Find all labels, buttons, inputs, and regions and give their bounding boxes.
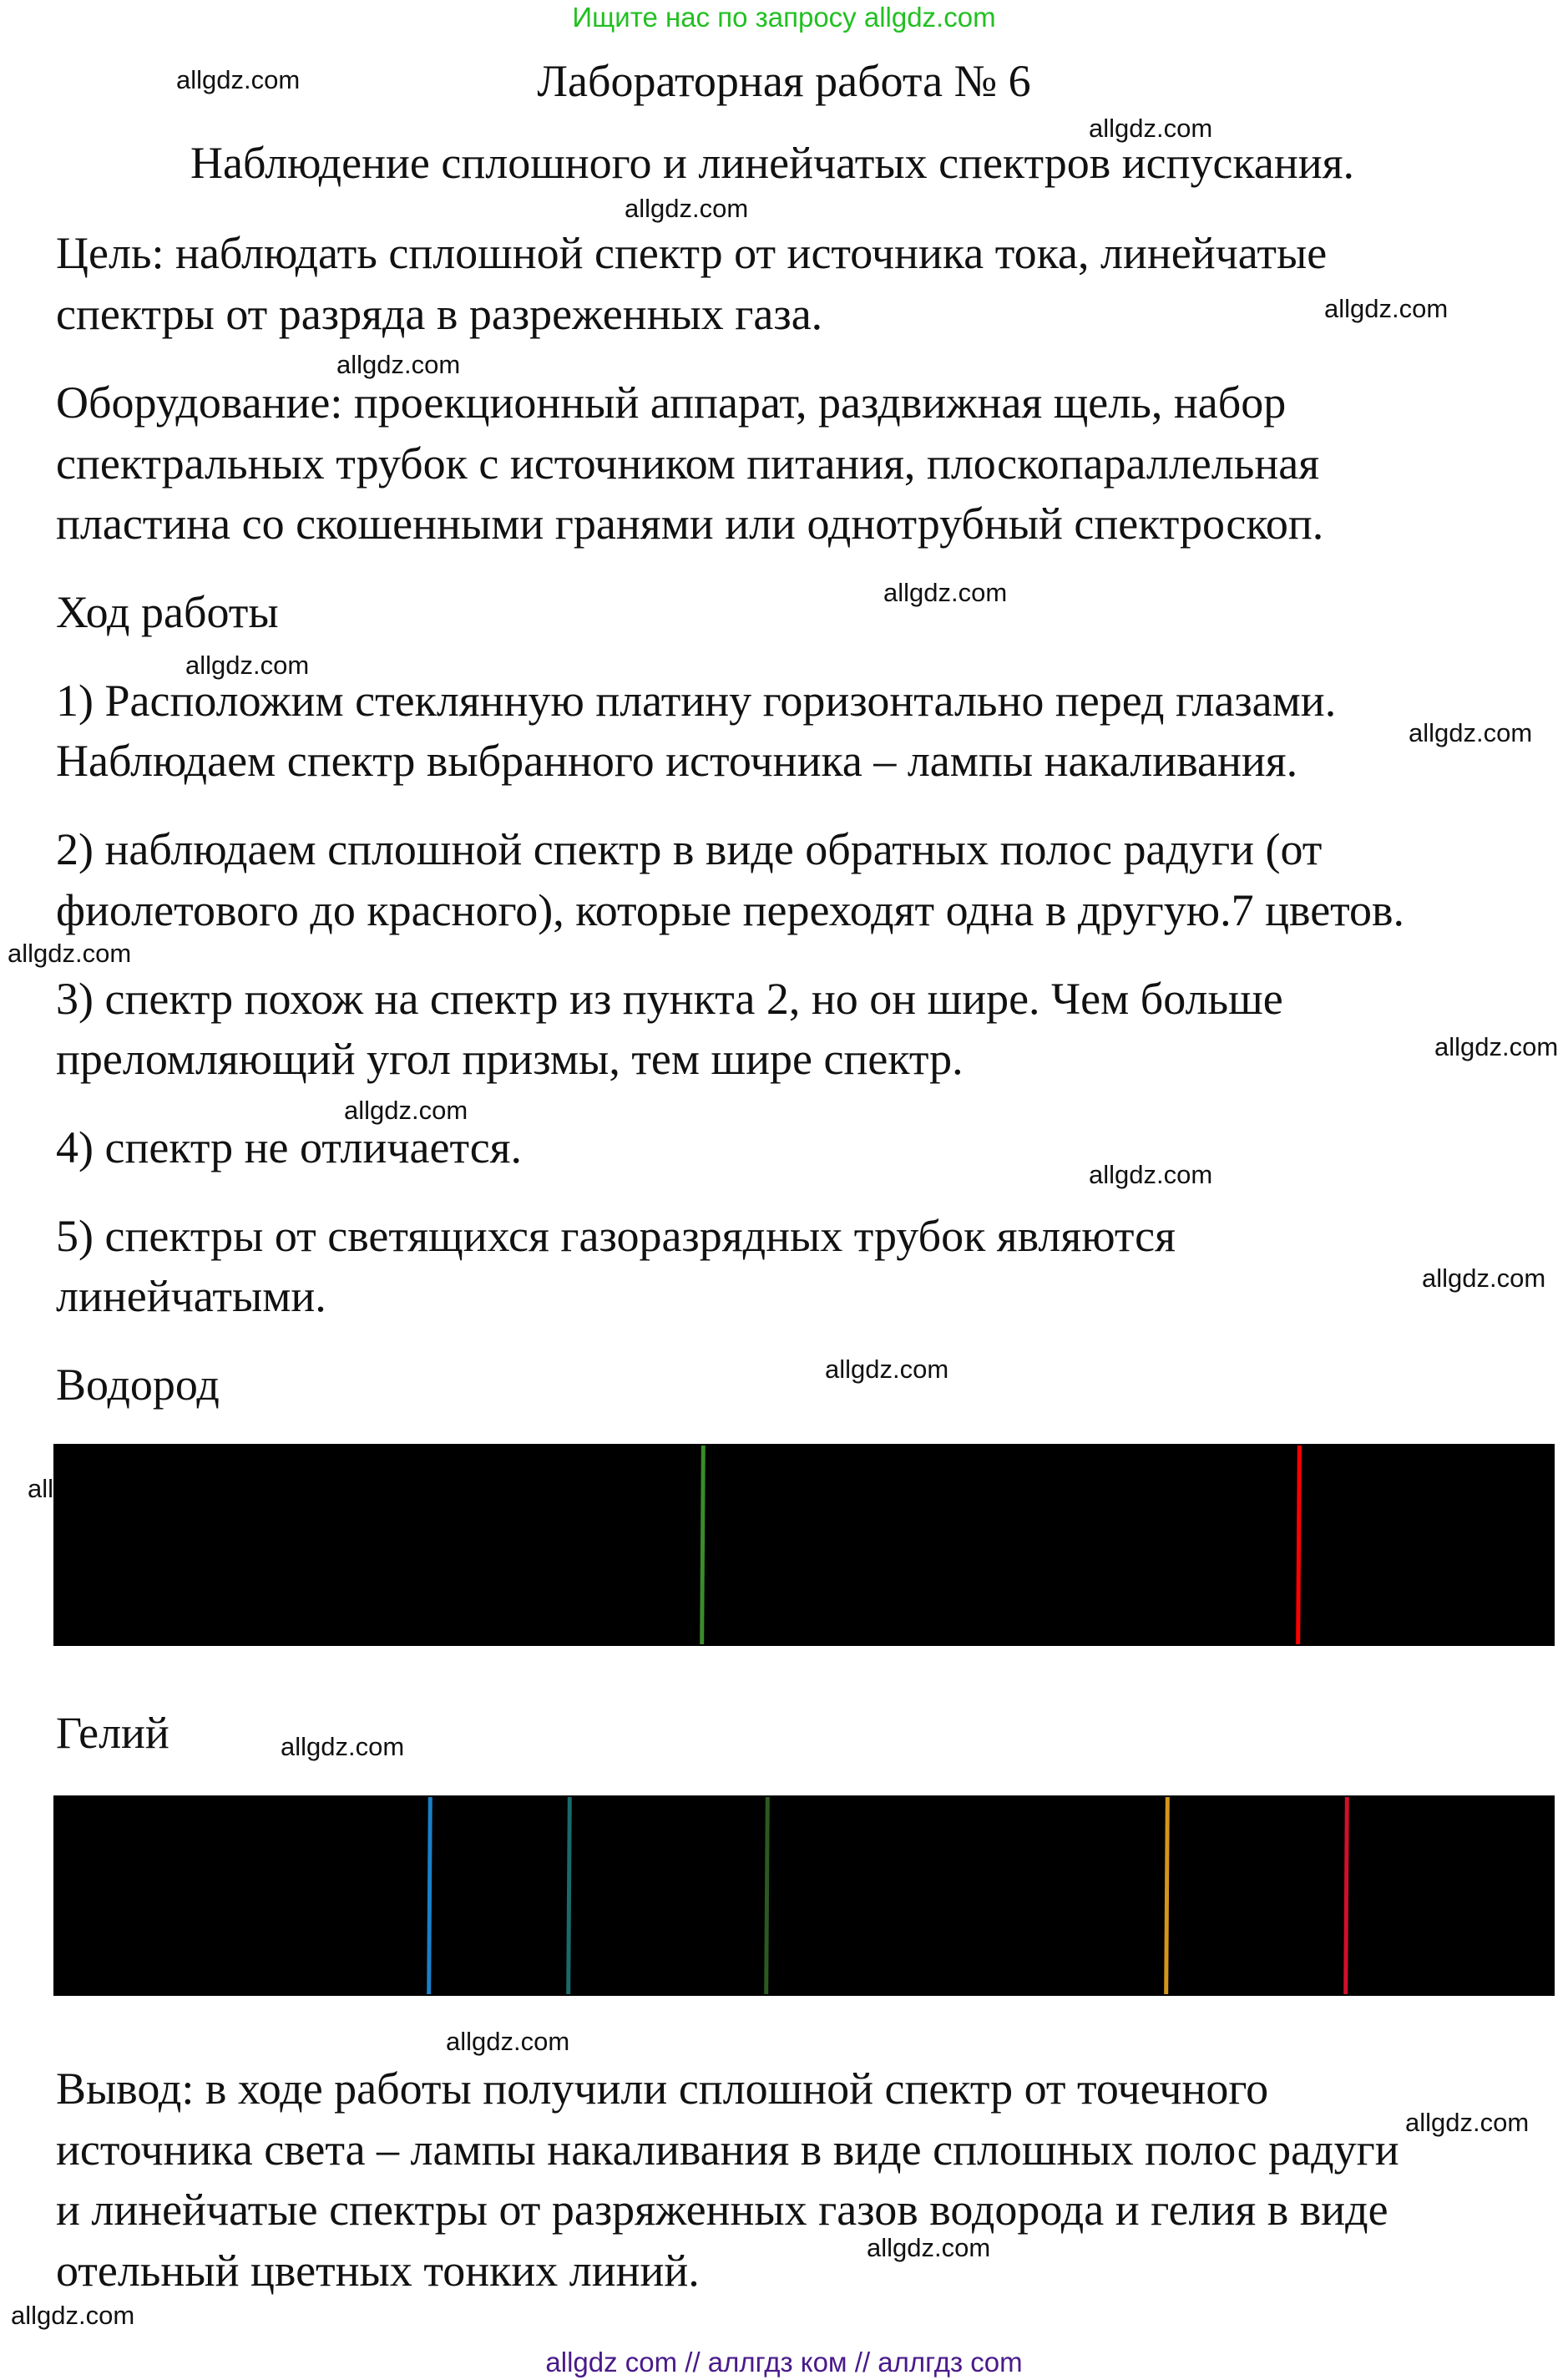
helium-spectrum (53, 1795, 1555, 1996)
footer-links[interactable]: allgdz com // аллгдз ком // аллгдз com (545, 2347, 1023, 2377)
step-5-line: линейчатыми. (56, 1271, 326, 1321)
equipment-line: Оборудование: проекционный аппарат, раздвижная щель, набор (56, 377, 1287, 428)
watermark: allgdz.com (867, 2233, 991, 2262)
conclusion-line: и линейчатые спектры от разряженных газов водорода и гелия в виде (56, 2185, 1388, 2235)
watermark: allgdz.com (1405, 2108, 1530, 2137)
conclusion-line: отельный цветных тонких линий. (56, 2246, 700, 2296)
step-3-line: 3) спектр похож на спектр из пункта 2, но он шире. Чем больше (56, 974, 1283, 1024)
helium-spectral-line (1343, 1797, 1349, 1994)
watermark: allgdz.com (281, 1732, 405, 1761)
page-subtitle: Наблюдение сплошного и линейчатых спектров испускания. (190, 138, 1354, 188)
watermark: allgdz.com (625, 194, 749, 223)
watermark: allgdz.com (1324, 294, 1449, 323)
procedure-heading: Ход работы (56, 587, 279, 637)
helium-spectral-line (427, 1797, 432, 1994)
equipment-line: спектральных трубок с источником питания, плоскопараллельная (56, 438, 1320, 489)
hydrogen-spectral-line (700, 1446, 706, 1644)
hydrogen-label: Водород (56, 1360, 220, 1410)
step-4-line: 4) спектр не отличается. (56, 1122, 523, 1172)
step-3-line: преломляющий угол призмы, тем шире спектр. (56, 1034, 964, 1084)
watermark-partial: all (28, 1474, 54, 1503)
watermark: allgdz.com (1089, 1160, 1213, 1189)
hydrogen-spectrum (53, 1444, 1555, 1646)
helium-spectral-line (764, 1797, 770, 1994)
watermark: allgdz.com (185, 651, 310, 680)
watermark: allgdz.com (336, 350, 461, 379)
step-2-line: фиолетового до красного), которые переходят одна в другую.7 цветов. (56, 885, 1405, 935)
watermark: allgdz.com (176, 65, 301, 94)
goal-line: спектры от разряда в разреженных газа. (56, 289, 823, 339)
watermark: allgdz.com (825, 1355, 949, 1384)
step-5-line: 5) спектры от светящихся газоразрядных трубок являются (56, 1211, 1176, 1261)
watermark: allgdz.com (1089, 114, 1213, 143)
helium-spectral-line (1164, 1797, 1170, 1994)
watermark: allgdz.com (1434, 1032, 1559, 1061)
equipment-line: пластина со скошенными гранями или однотрубный спектроскоп. (56, 499, 1324, 549)
watermark: allgdz.com (344, 1096, 468, 1125)
conclusion-line: источника света – лампы накаливания в виде сплошных полос радуги (56, 2124, 1399, 2175)
watermark: allgdz.com (1422, 1263, 1546, 1293)
watermark: allgdz.com (1409, 718, 1533, 747)
watermark: allgdz.com (11, 2301, 135, 2330)
watermark: allgdz.com (446, 2027, 570, 2056)
watermark: allgdz.com (8, 939, 132, 968)
hydrogen-spectral-line (1296, 1446, 1302, 1644)
conclusion-line: Вывод: в ходе работы получили сплошной спектр от точечного (56, 2064, 1269, 2114)
step-1-line: Наблюдаем спектр выбранного источника – лампы накаливания. (56, 736, 1298, 786)
helium-spectral-line (566, 1797, 572, 1994)
header-search-link[interactable]: Ищите нас по запросу allgdz.com (572, 2, 996, 33)
step-2-line: 2) наблюдаем сплошной спектр в виде обратных полос радуги (от (56, 824, 1323, 874)
helium-label: Гелий (56, 1708, 169, 1758)
page-title: Лабораторная работа № 6 (537, 56, 1031, 106)
step-1-line: 1) Расположим стеклянную платину горизонтально перед глазами. (56, 676, 1337, 726)
goal-line: Цель: наблюдать сплошной спектр от источника тока, линейчатые (56, 228, 1328, 278)
watermark: allgdz.com (883, 578, 1008, 607)
